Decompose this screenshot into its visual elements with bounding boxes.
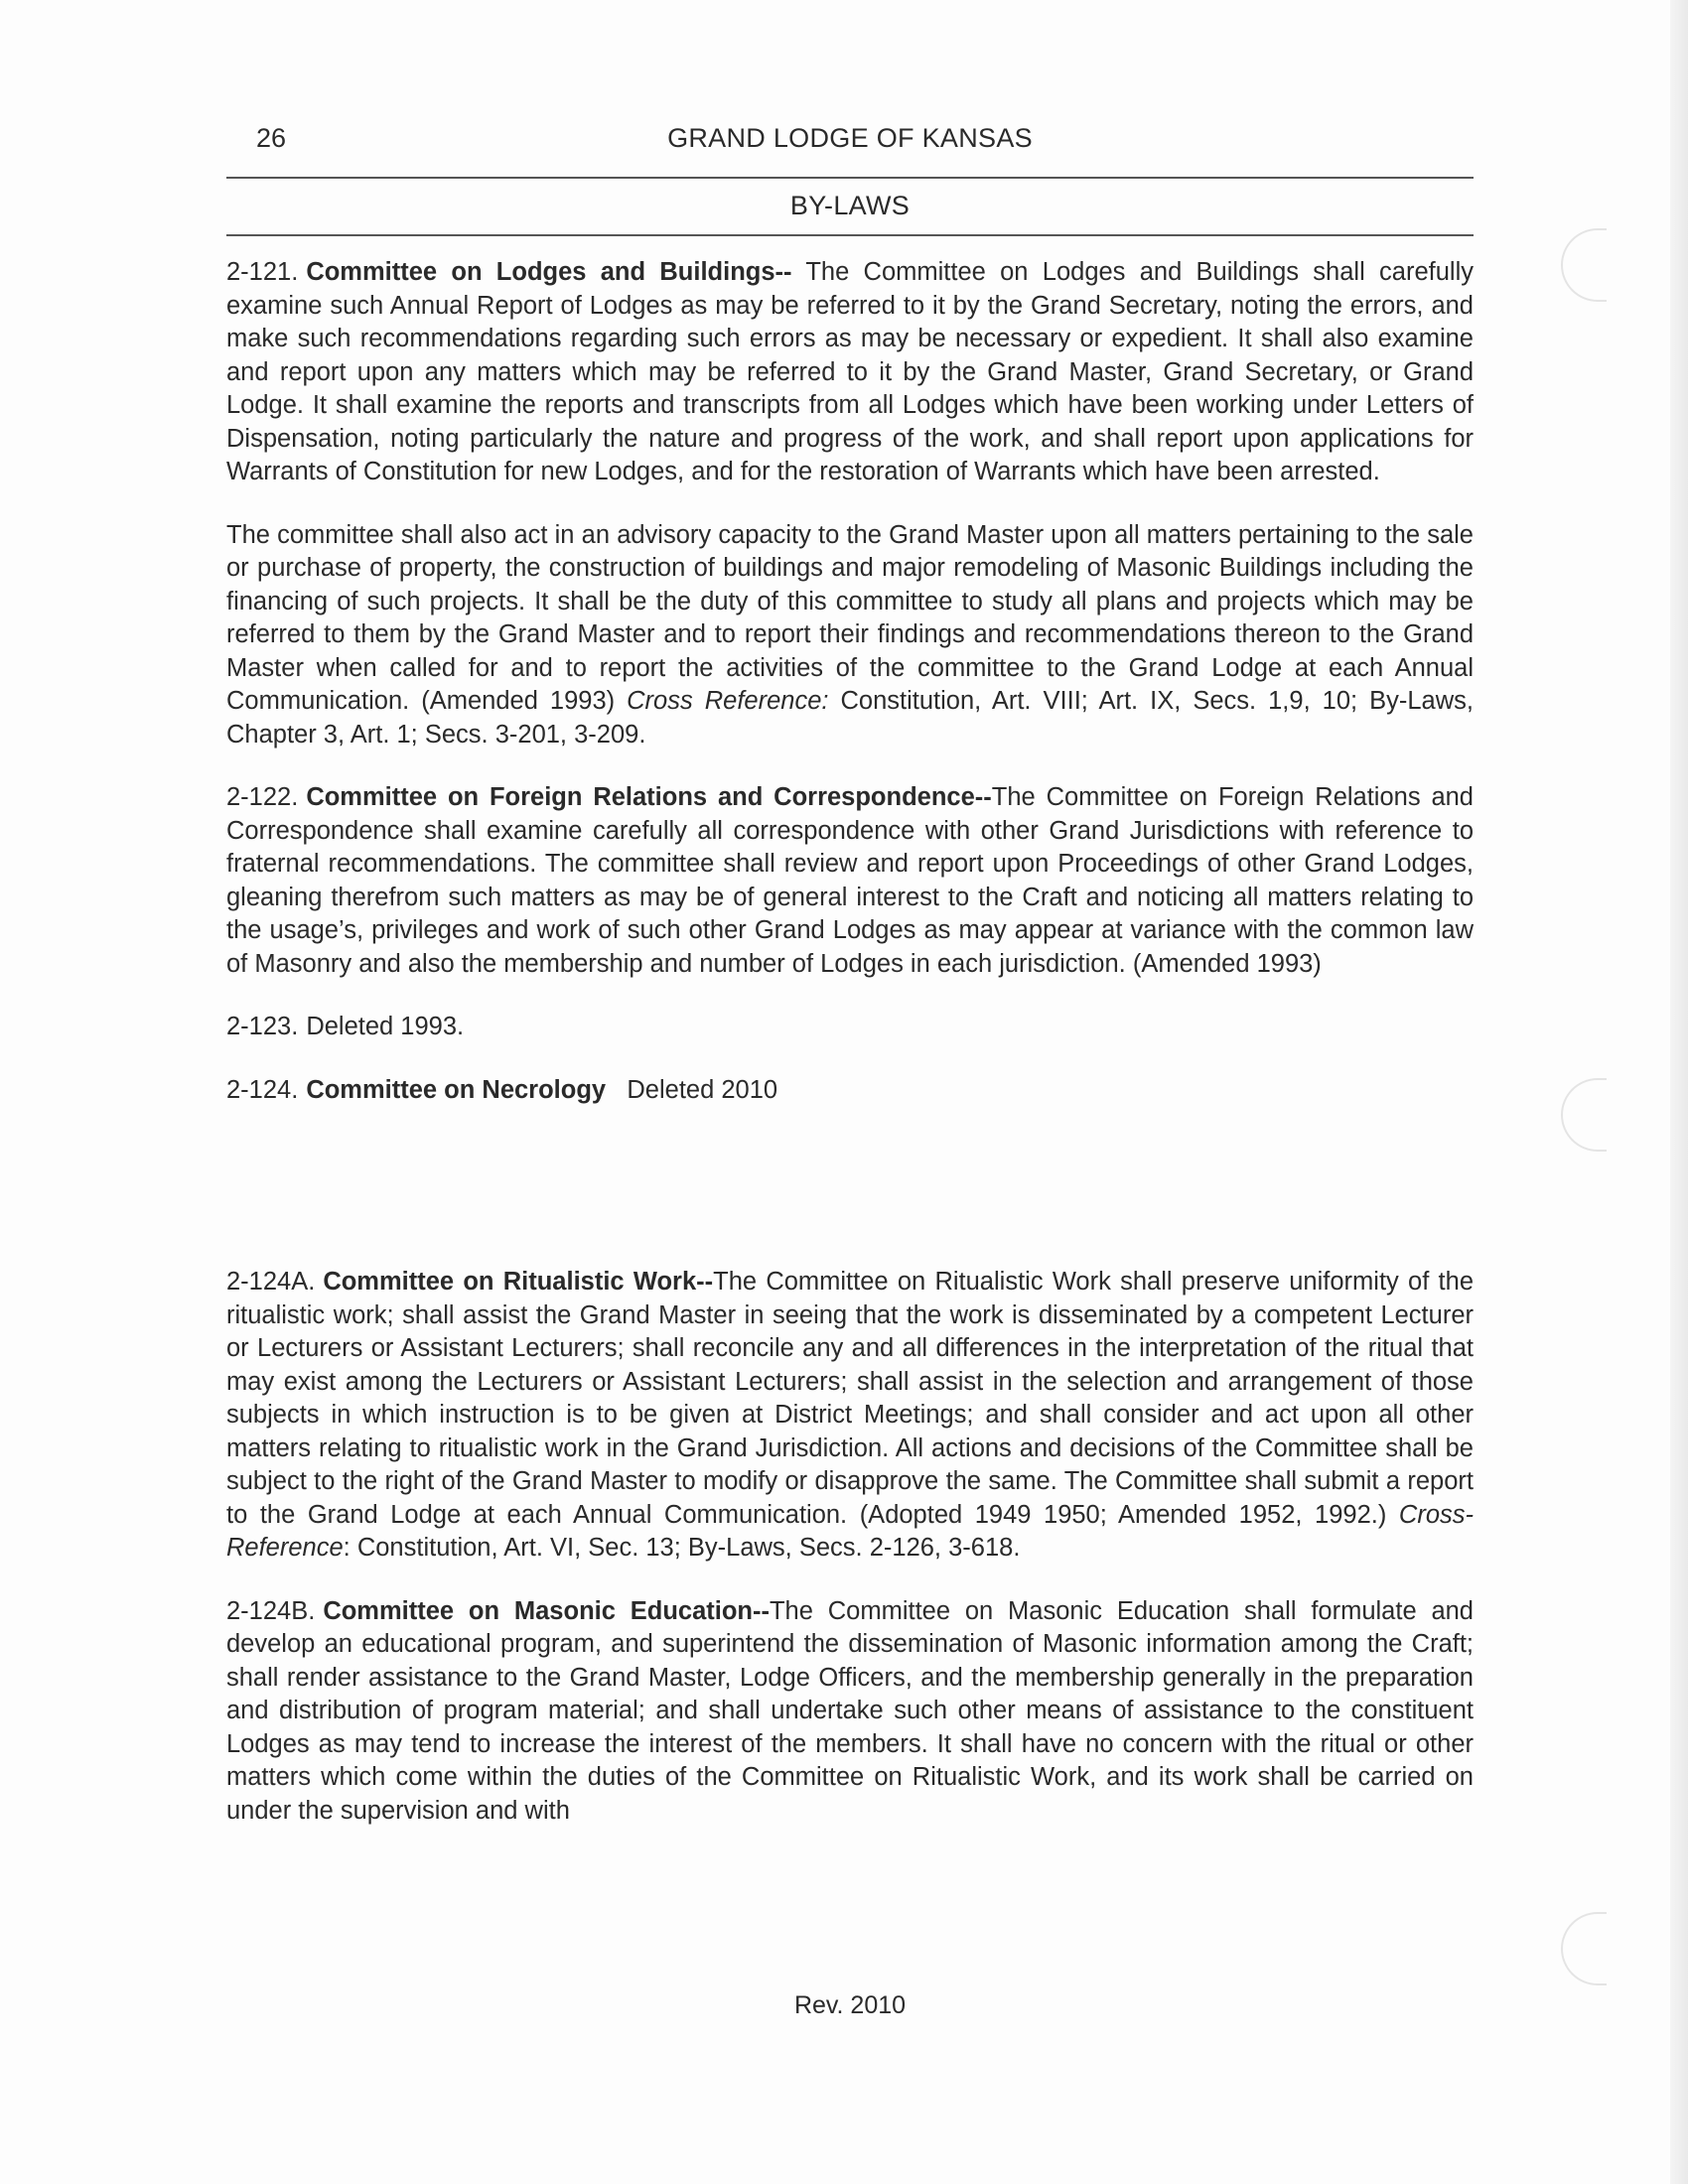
section-title: Committee on Lodges and Buildings-- <box>306 258 792 286</box>
section-number: 2-122. <box>226 783 299 811</box>
section-number: 2-121. <box>226 258 299 286</box>
cross-reference-label: Cross-Reference <box>226 1500 1474 1562</box>
section-text: Deleted 1993. <box>306 1013 465 1040</box>
cross-reference-text: : Constitution, Art. VI, Sec. 13; By-Laws, Secs. 2-126, 3-618. <box>343 1534 1021 1562</box>
section-text: The Committee on Lodges and Buildings shall carefully examine such Annual Report of Lodges as may be referred to it by the Grand Secretary, noting the errors, and make such recommendations regarding such errors as may be necessary or expedient. It shall also examine and report upon any matters which may be referred to it by the Grand Master, Grand Secretary, or Grand Lodge. It shall examine the reports and transcripts from all Lodges which have been working under Letters of Dispensation, noting particularly the nature and progress of the work, and shall report upon applications for Warrants of Constitution for new Lodges, and for the restoration of Warrants which have been arrested. <box>226 258 1474 485</box>
section-text: The Committee on Foreign Relations and Correspondence shall examine carefully all correspondence with other Grand Jurisdictions with reference to fraternal recommendations. The committee shall review and report upon Proceedings of other Grand Lodges, gleaning therefrom such matters as may be of general interest to the Craft and noticing all matters relating to the usage’s, privileges and work of such other Grand Lodges as may appear at variance with the common law of Masonry and also the membership and number of Lodges in each jurisdiction. (Amended 1993) <box>226 783 1474 978</box>
section-2-124a <box>226 1266 1474 1566</box>
cross-reference-label: Cross Reference: <box>627 687 829 715</box>
section-number: 2-124. <box>226 1075 299 1104</box>
section-2-124b <box>226 1595 1474 1829</box>
binder-hole-mark <box>1561 1912 1607 1985</box>
section-2-121-paragraph-2 <box>226 519 1474 752</box>
section-2-121 <box>226 256 1474 489</box>
page-subtitle: BY-LAWS <box>789 191 911 220</box>
binder-hole-mark <box>1561 1078 1607 1152</box>
section-title: Committee on Masonic Education-- <box>323 1596 770 1625</box>
page-number: 26 <box>256 123 287 153</box>
revision-footer: Rev. 2010 <box>793 1991 907 2019</box>
section-text: Deleted 2010 <box>627 1075 778 1104</box>
page-edge-shadow <box>1670 0 1688 2184</box>
header-divider-bottom <box>226 234 1474 236</box>
section-number: 2-123. <box>226 1013 299 1040</box>
binder-hole-mark <box>1561 228 1607 302</box>
section-title: Committee on Necrology <box>306 1075 607 1104</box>
header-divider-top <box>226 177 1474 179</box>
page-title: GRAND LODGE OF KANSAS <box>667 123 1033 153</box>
section-text: The committee shall also act in an advisory capacity to the Grand Master upon all matters pertaining to the sale or purchase of property, the construction of buildings and major remodeling of Masonic Buildings including the financing of such projects. It shall be the duty of this committee to study all plans and projects which may be referred to them by the Grand Master and to report their findings and recommendations thereon to the Grand Master when called for and to report the activities of the committee to the Grand Lodge at each Annual Communication. (Amended 1993) <box>226 520 1474 715</box>
section-title: Committee on Foreign Relations and Correspondence-- <box>306 783 992 811</box>
section-number: 2-124B. <box>226 1596 316 1625</box>
section-text: The Committee on Ritualistic Work shall preserve uniformity of the ritualistic work; shall assist the Grand Master in seeing that the work is disseminated by a competent Lecturer or Lecturers or Assistant Lecturers; shall reconcile any and all differences in the interpretation of the ritual that may exist among the Lecturers or Assistant Lecturers; shall assist in the selection and arrangement of those subjects in which instruction is to be given at District Meetings; and shall consider and act upon all other matters relating to ritualistic work in the Grand Jurisdiction. All actions and decisions of the Committee shall be subject to the right of the Grand Master to modify or disapprove the same. The Committee shall submit a report to the Grand Lodge at each Annual Communication. (Adopted 1949 1950; Amended 1952, 1992.) <box>226 1268 1474 1529</box>
body-content <box>226 256 1474 1828</box>
section-2-123 <box>226 1011 1474 1044</box>
cross-reference-text: Constitution, Art. VIII; Art. IX, Secs. 1,9, 10; By-Laws, Chapter 3, Art. 1; Secs. 3-201, 3-209. <box>226 687 1474 749</box>
section-2-122 <box>226 781 1474 981</box>
section-2-124 <box>226 1074 1474 1108</box>
section-title: Committee on Ritualistic Work-- <box>323 1268 714 1296</box>
section-text: The Committee on Masonic Education shall formulate and develop an educational program, and superintend the dissemination of Masonic information among the Craft; shall render assistance to the Grand Master, Lodge Officers, and the membership generally in the preparation and distribution of program material; and shall undertake such other means of assistance to the constituent Lodges as may tend to increase the interest of the members. It shall have no concern with the ritual or other matters which come within the duties of the Committee on Ritualistic Work, and its work shall be carried on under the supervision and with <box>226 1596 1474 1825</box>
section-number: 2-124A. <box>226 1268 316 1296</box>
